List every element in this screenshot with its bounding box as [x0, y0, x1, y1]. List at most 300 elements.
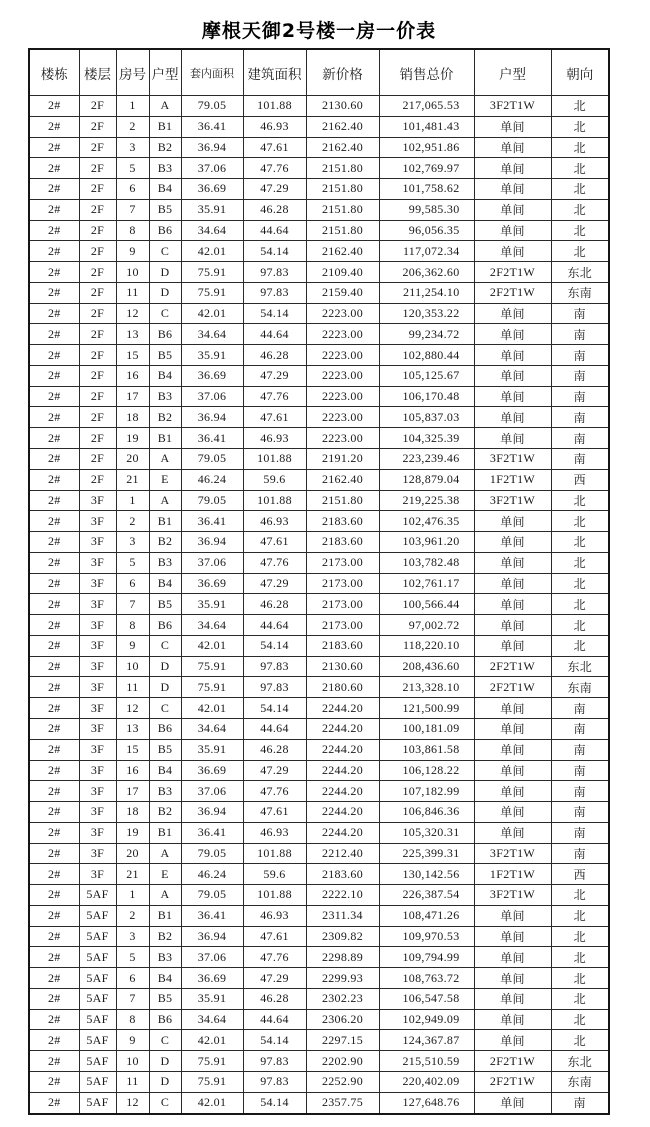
table-cell: B5	[149, 199, 181, 220]
table-cell: 46.93	[243, 116, 306, 137]
table-cell: 3F	[79, 490, 116, 511]
table-cell: 2#	[29, 532, 79, 553]
table-cell: 102,761.17	[379, 573, 474, 594]
table-cell: 101.88	[243, 490, 306, 511]
table-cell: 11	[116, 282, 149, 303]
table-cell: 单间	[474, 137, 551, 158]
table-cell: 46.28	[243, 739, 306, 760]
table-cell: B3	[149, 386, 181, 407]
table-cell: 2299.93	[306, 968, 379, 989]
table-cell: 5AF	[79, 968, 116, 989]
table-cell: 2223.00	[306, 386, 379, 407]
table-cell: 97.83	[243, 656, 306, 677]
table-cell: 46.28	[243, 988, 306, 1009]
table-cell: 13	[116, 718, 149, 739]
table-cell: 97,002.72	[379, 615, 474, 636]
table-cell: 35.91	[181, 988, 243, 1009]
table-cell: 226,387.54	[379, 885, 474, 906]
table-cell: B1	[149, 116, 181, 137]
table-cell: 97.83	[243, 1051, 306, 1072]
table-row	[29, 324, 609, 345]
table-cell: 北	[551, 968, 609, 989]
table-cell: 3	[116, 137, 149, 158]
table-cell: 东北	[551, 656, 609, 677]
table-cell: 6	[116, 179, 149, 200]
table-cell: 单间	[474, 1092, 551, 1113]
table-cell: 36.41	[181, 116, 243, 137]
table-cell: 1	[116, 885, 149, 906]
table-cell: 8	[116, 615, 149, 636]
table-cell: 34.64	[181, 718, 243, 739]
table-cell: 99,585.30	[379, 199, 474, 220]
table-cell: B2	[149, 926, 181, 947]
table-cell: 北	[551, 511, 609, 532]
table-cell: 2151.80	[306, 220, 379, 241]
table-cell: 2F	[79, 116, 116, 137]
table-body	[29, 96, 609, 1114]
table-cell: 2#	[29, 781, 79, 802]
table-cell: 2223.00	[306, 428, 379, 449]
table-cell: 21	[116, 864, 149, 885]
table-cell: 2F	[79, 241, 116, 262]
table-cell: B5	[149, 345, 181, 366]
table-cell: 3F	[79, 532, 116, 553]
table-cell: 2F	[79, 386, 116, 407]
table-cell: 单间	[474, 926, 551, 947]
table-cell: 北	[551, 490, 609, 511]
table-cell: 36.94	[181, 137, 243, 158]
table-cell: 2#	[29, 179, 79, 200]
table-row	[29, 988, 609, 1009]
table-cell: 北	[551, 241, 609, 262]
table-cell: C	[149, 241, 181, 262]
column-header: 房号	[116, 49, 149, 96]
table-cell: 13	[116, 324, 149, 345]
table-cell: 7	[116, 594, 149, 615]
table-cell: 2#	[29, 324, 79, 345]
table-cell: 2	[116, 116, 149, 137]
table-cell: 2244.20	[306, 822, 379, 843]
table-cell: 103,782.48	[379, 552, 474, 573]
table-cell: 46.28	[243, 199, 306, 220]
table-cell: 44.64	[243, 718, 306, 739]
table-cell: 3F	[79, 781, 116, 802]
table-cell: D	[149, 262, 181, 283]
table-cell: 北	[551, 158, 609, 179]
table-cell: 36.69	[181, 968, 243, 989]
table-cell: 单间	[474, 615, 551, 636]
table-cell: 5AF	[79, 1009, 116, 1030]
table-cell: 南	[551, 365, 609, 386]
table-cell: 79.05	[181, 96, 243, 117]
table-cell: 2311.34	[306, 905, 379, 926]
table-cell: B5	[149, 988, 181, 1009]
table-row	[29, 635, 609, 656]
table-cell: 36.69	[181, 760, 243, 781]
table-cell: 东南	[551, 677, 609, 698]
table-cell: 北	[551, 179, 609, 200]
table-cell: 2180.60	[306, 677, 379, 698]
table-cell: 109,794.99	[379, 947, 474, 968]
table-cell: 130,142.56	[379, 864, 474, 885]
table-cell: 44.64	[243, 615, 306, 636]
table-cell: 北	[551, 116, 609, 137]
table-cell: 1F2T1W	[474, 469, 551, 490]
table-cell: 2130.60	[306, 96, 379, 117]
table-cell: 2#	[29, 698, 79, 719]
table-cell: 南	[551, 739, 609, 760]
table-cell: 单间	[474, 802, 551, 823]
table-cell: 42.01	[181, 698, 243, 719]
page-title: 摩根天御2号楼一房一价表	[201, 20, 437, 42]
table-cell: 17	[116, 781, 149, 802]
table-cell: 36.41	[181, 905, 243, 926]
table-cell: 37.06	[181, 386, 243, 407]
table-cell: 东南	[551, 282, 609, 303]
table-cell: 2302.23	[306, 988, 379, 1009]
table-cell: 46.93	[243, 905, 306, 926]
table-cell: 99,234.72	[379, 324, 474, 345]
table-cell: 2#	[29, 1071, 79, 1092]
table-cell: 59.6	[243, 864, 306, 885]
table-cell: 2F	[79, 449, 116, 470]
table-cell: 2F	[79, 220, 116, 241]
table-cell: 单间	[474, 365, 551, 386]
table-row	[29, 677, 609, 698]
table-cell: 北	[551, 532, 609, 553]
table-cell: 54.14	[243, 241, 306, 262]
column-header: 楼层	[79, 49, 116, 96]
table-cell: 北	[551, 573, 609, 594]
table-cell: B5	[149, 594, 181, 615]
table-cell: 南	[551, 449, 609, 470]
table-cell: 南	[551, 1092, 609, 1113]
table-cell: 47.61	[243, 926, 306, 947]
table-cell: 36.94	[181, 532, 243, 553]
table-cell: 3F2T1W	[474, 449, 551, 470]
table-cell: 219,225.38	[379, 490, 474, 511]
table-cell: 单间	[474, 116, 551, 137]
column-header: 户型	[474, 49, 551, 96]
table-cell: 2#	[29, 365, 79, 386]
table-cell: 47.76	[243, 552, 306, 573]
table-cell: 2F2T1W	[474, 282, 551, 303]
table-cell: 2F	[79, 428, 116, 449]
table-cell: 单间	[474, 718, 551, 739]
table-cell: 16	[116, 760, 149, 781]
table-cell: B1	[149, 822, 181, 843]
table-cell: 3	[116, 532, 149, 553]
table-cell: 37.06	[181, 947, 243, 968]
table-cell: 单间	[474, 241, 551, 262]
table-cell: 47.61	[243, 532, 306, 553]
table-row	[29, 490, 609, 511]
table-cell: 5AF	[79, 988, 116, 1009]
table-row	[29, 718, 609, 739]
table-cell: 101.88	[243, 96, 306, 117]
table-cell: B3	[149, 781, 181, 802]
table-cell: 44.64	[243, 324, 306, 345]
table-cell: 2#	[29, 220, 79, 241]
table-cell: 36.41	[181, 511, 243, 532]
table-cell: 2#	[29, 1030, 79, 1051]
table-cell: 2F2T1W	[474, 656, 551, 677]
table-cell: 单间	[474, 386, 551, 407]
table-cell: 2244.20	[306, 718, 379, 739]
table-cell: 100,566.44	[379, 594, 474, 615]
table-cell: 9	[116, 635, 149, 656]
table-cell: 35.91	[181, 594, 243, 615]
table-cell: 南	[551, 698, 609, 719]
table-row	[29, 739, 609, 760]
table-cell: 2223.00	[306, 303, 379, 324]
table-row	[29, 96, 609, 117]
table-cell: 2306.20	[306, 1009, 379, 1030]
table-cell: 42.01	[181, 635, 243, 656]
table-cell: 16	[116, 365, 149, 386]
table-cell: 3F	[79, 573, 116, 594]
table-cell: 5	[116, 947, 149, 968]
table-cell: 108,471.26	[379, 905, 474, 926]
table-cell: 单间	[474, 179, 551, 200]
table-cell: 2#	[29, 282, 79, 303]
table-cell: 220,402.09	[379, 1071, 474, 1092]
table-cell: 96,056.35	[379, 220, 474, 241]
table-cell: 2183.60	[306, 511, 379, 532]
table-cell: 211,254.10	[379, 282, 474, 303]
table-row	[29, 1009, 609, 1030]
table-cell: 2#	[29, 552, 79, 573]
table-cell: 117,072.34	[379, 241, 474, 262]
table-cell: 18	[116, 802, 149, 823]
table-cell: 2223.00	[306, 407, 379, 428]
table-row	[29, 1030, 609, 1051]
table-cell: 54.14	[243, 635, 306, 656]
column-header: 楼栋	[29, 49, 79, 96]
table-row	[29, 345, 609, 366]
table-cell: 2223.00	[306, 324, 379, 345]
table-cell: 12	[116, 698, 149, 719]
table-cell: 单间	[474, 739, 551, 760]
table-cell: 2309.82	[306, 926, 379, 947]
table-cell: 北	[551, 926, 609, 947]
table-cell: 34.64	[181, 324, 243, 345]
table-row	[29, 968, 609, 989]
table-cell: 106,846.36	[379, 802, 474, 823]
table-cell: 217,065.53	[379, 96, 474, 117]
table-cell: 2162.40	[306, 116, 379, 137]
table-row	[29, 1071, 609, 1092]
table-cell: 单间	[474, 1030, 551, 1051]
table-cell: 2F2T1W	[474, 1071, 551, 1092]
table-cell: B4	[149, 365, 181, 386]
table-cell: 47.29	[243, 760, 306, 781]
table-cell: 3F	[79, 615, 116, 636]
table-cell: 2223.00	[306, 365, 379, 386]
table-cell: 单间	[474, 947, 551, 968]
table-cell: 42.01	[181, 1030, 243, 1051]
table-row	[29, 449, 609, 470]
table-cell: 10	[116, 262, 149, 283]
table-row	[29, 905, 609, 926]
table-cell: 18	[116, 407, 149, 428]
table-cell: 2#	[29, 594, 79, 615]
table-cell: 单间	[474, 905, 551, 926]
table-cell: 104,325.39	[379, 428, 474, 449]
table-row	[29, 926, 609, 947]
table-cell: 北	[551, 988, 609, 1009]
table-cell: 35.91	[181, 345, 243, 366]
table-cell: 2#	[29, 345, 79, 366]
table-cell: 南	[551, 303, 609, 324]
table-cell: 3F	[79, 698, 116, 719]
table-cell: 106,128.22	[379, 760, 474, 781]
table-cell: 3F	[79, 802, 116, 823]
table-cell: 单间	[474, 698, 551, 719]
table-cell: 47.29	[243, 968, 306, 989]
table-cell: 2173.00	[306, 573, 379, 594]
table-cell: 南	[551, 345, 609, 366]
table-cell: D	[149, 282, 181, 303]
table-cell: 2#	[29, 262, 79, 283]
table-cell: 2#	[29, 428, 79, 449]
table-header	[29, 49, 609, 96]
table-cell: 15	[116, 739, 149, 760]
table-cell: B3	[149, 552, 181, 573]
table-cell: 11	[116, 677, 149, 698]
table-cell: 3F	[79, 718, 116, 739]
table-row	[29, 698, 609, 719]
table-cell: 2#	[29, 656, 79, 677]
table-row	[29, 199, 609, 220]
table-cell: 97.83	[243, 1071, 306, 1092]
table-cell: 42.01	[181, 303, 243, 324]
table-cell: 2151.80	[306, 179, 379, 200]
table-cell: 2159.40	[306, 282, 379, 303]
table-cell: 2151.80	[306, 199, 379, 220]
table-cell: 1	[116, 490, 149, 511]
table-cell: 北	[551, 615, 609, 636]
table-cell: 5AF	[79, 1051, 116, 1072]
table-cell: 单间	[474, 511, 551, 532]
table-row	[29, 864, 609, 885]
table-cell: 46.28	[243, 345, 306, 366]
table-row	[29, 137, 609, 158]
table-cell: A	[149, 96, 181, 117]
table-cell: 南	[551, 802, 609, 823]
table-cell: 2F	[79, 179, 116, 200]
table-row	[29, 656, 609, 677]
table-cell: 2244.20	[306, 781, 379, 802]
table-cell: 南	[551, 428, 609, 449]
table-cell: 3F	[79, 760, 116, 781]
table-cell: B6	[149, 718, 181, 739]
table-cell: 34.64	[181, 220, 243, 241]
table-cell: 单间	[474, 1009, 551, 1030]
table-cell: 44.64	[243, 220, 306, 241]
table-cell: 101,758.62	[379, 179, 474, 200]
table-cell: 单间	[474, 407, 551, 428]
table-cell: 2F2T1W	[474, 262, 551, 283]
column-header: 销售总价	[379, 49, 474, 96]
table-cell: E	[149, 469, 181, 490]
table-cell: 6	[116, 573, 149, 594]
table-cell: 105,837.03	[379, 407, 474, 428]
table-cell: 108,763.72	[379, 968, 474, 989]
table-cell: 11	[116, 1071, 149, 1092]
table-cell: 2#	[29, 677, 79, 698]
table-header-row	[29, 49, 609, 96]
table-cell: D	[149, 1051, 181, 1072]
table-cell: 2F	[79, 303, 116, 324]
table-cell: 8	[116, 220, 149, 241]
table-cell: 南	[551, 407, 609, 428]
table-cell: 102,880.44	[379, 345, 474, 366]
table-cell: 3F	[79, 739, 116, 760]
table-cell: 2244.20	[306, 739, 379, 760]
table-cell: 2151.80	[306, 490, 379, 511]
table-cell: 36.41	[181, 822, 243, 843]
table-cell: 单间	[474, 573, 551, 594]
table-cell: 102,951.86	[379, 137, 474, 158]
table-cell: 北	[551, 137, 609, 158]
table-cell: 120,353.22	[379, 303, 474, 324]
table-cell: 2#	[29, 802, 79, 823]
table-cell: 2252.90	[306, 1071, 379, 1092]
table-cell: 36.69	[181, 179, 243, 200]
table-cell: A	[149, 449, 181, 470]
table-cell: 2151.80	[306, 158, 379, 179]
table-cell: 47.61	[243, 407, 306, 428]
table-cell: 47.29	[243, 365, 306, 386]
table-row	[29, 469, 609, 490]
column-header: 建筑面积	[243, 49, 306, 96]
table-cell: 208,436.60	[379, 656, 474, 677]
table-row	[29, 781, 609, 802]
table-cell: 2162.40	[306, 469, 379, 490]
table-cell: 37.06	[181, 552, 243, 573]
table-cell: 南	[551, 781, 609, 802]
table-cell: 1	[116, 96, 149, 117]
table-cell: 东北	[551, 1051, 609, 1072]
table-cell: 46.24	[181, 469, 243, 490]
table-cell: 97.83	[243, 677, 306, 698]
table-cell: 单间	[474, 988, 551, 1009]
table-cell: 2#	[29, 843, 79, 864]
table-cell: 2#	[29, 241, 79, 262]
table-cell: C	[149, 635, 181, 656]
table-cell: 2#	[29, 303, 79, 324]
table-cell: 2#	[29, 386, 79, 407]
table-cell: 南	[551, 386, 609, 407]
table-cell: B3	[149, 158, 181, 179]
table-cell: 2#	[29, 947, 79, 968]
table-cell: 2#	[29, 885, 79, 906]
table-cell: 2F	[79, 137, 116, 158]
table-cell: 124,367.87	[379, 1030, 474, 1051]
table-cell: 5AF	[79, 905, 116, 926]
table-cell: 2F2T1W	[474, 1051, 551, 1072]
table-cell: 20	[116, 449, 149, 470]
table-cell: 2130.60	[306, 656, 379, 677]
table-cell: 单间	[474, 532, 551, 553]
table-cell: 97.83	[243, 262, 306, 283]
table-cell: 5AF	[79, 1071, 116, 1092]
column-header: 新价格	[306, 49, 379, 96]
table-cell: 单间	[474, 220, 551, 241]
table-cell: 2#	[29, 615, 79, 636]
table-cell: 35.91	[181, 199, 243, 220]
